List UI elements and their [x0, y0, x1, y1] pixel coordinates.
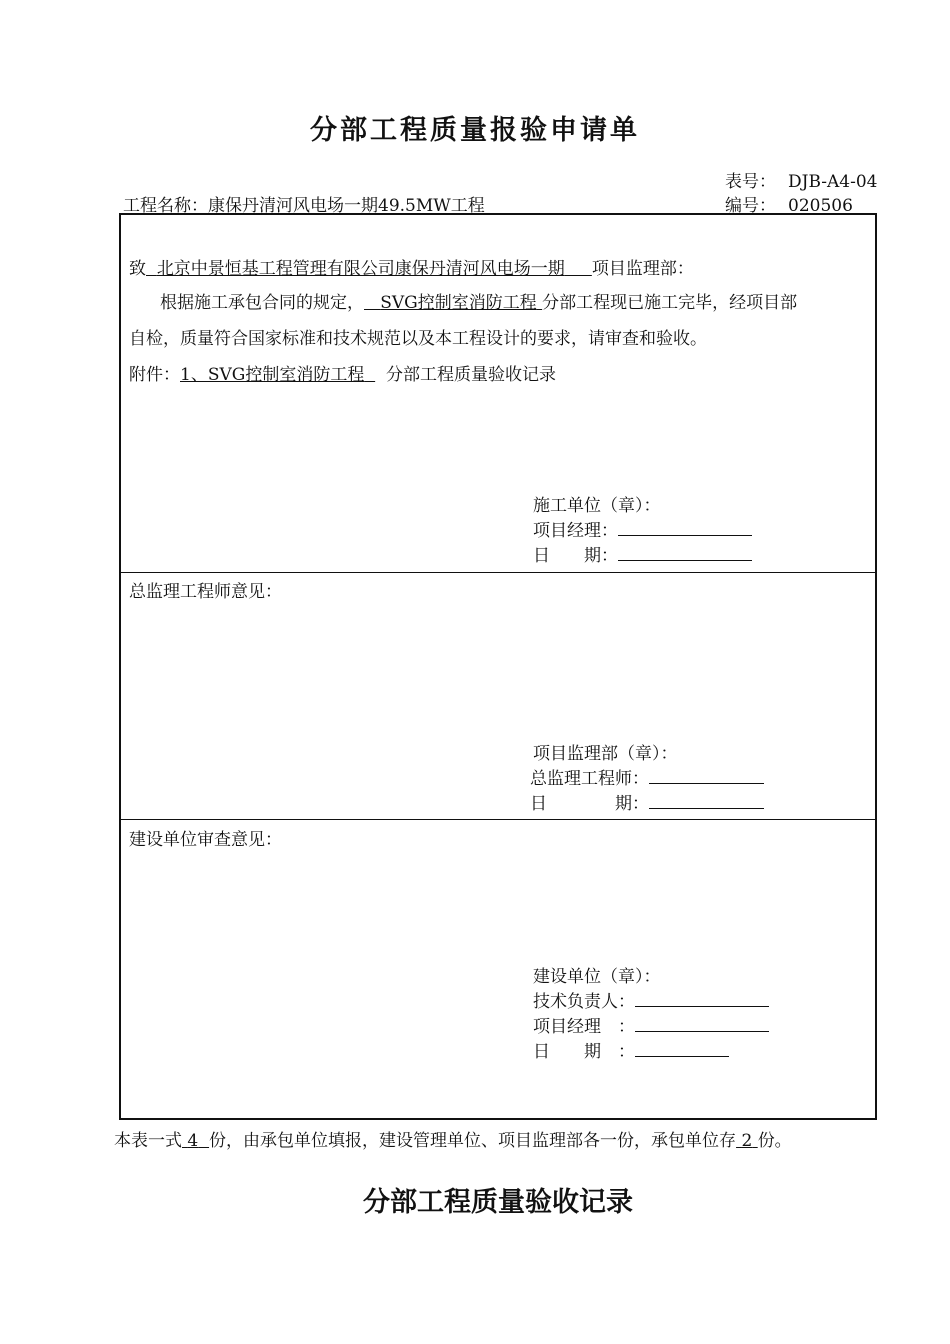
project-manager-line: [533, 516, 752, 541]
addressee-line: [129, 254, 694, 279]
copies-count-text: 4: [187, 1131, 199, 1151]
tech-lead-field[interactable]: [635, 990, 769, 1007]
owner-pm-label: 项目经理 ：: [533, 1017, 635, 1037]
owner-opinion-label: 建设单位审查意见：: [129, 830, 282, 850]
attachment-item: [180, 365, 375, 385]
contractor-date-label: 日 期：: [533, 546, 618, 566]
addressee-org-text: 北京中景恒基工程管理有限公司康保丹清河风电场一期: [156, 259, 565, 279]
section-divider: [121, 819, 875, 820]
form-number-value: DJB-A4-04: [788, 172, 878, 192]
copies-prefix: 本表一式: [114, 1131, 182, 1151]
contractor-date-line: [533, 541, 752, 566]
copies-mid: 份，由承包单位填报，建设管理单位、项目监理部各一份，承包单位存: [209, 1131, 737, 1151]
copies-end: 份。: [757, 1131, 792, 1151]
attachment-line: [129, 360, 556, 385]
serial-number-label: 编号：: [725, 196, 776, 216]
contractor-date-field[interactable]: [618, 544, 752, 561]
body-suffix: 分部工程现已施工完毕，经项目部: [542, 293, 798, 313]
owner-pm-field[interactable]: [635, 1015, 769, 1032]
page-title: 分部工程质量报验申请单: [310, 115, 640, 146]
project-manager-field[interactable]: [618, 519, 752, 536]
serial-number-value: 020506: [788, 196, 853, 216]
owner-date-field[interactable]: [635, 1040, 729, 1057]
form-table: [119, 213, 877, 1120]
chief-supervisor-line: [530, 764, 764, 789]
copies-count: [182, 1131, 209, 1151]
addressee-suffix: 项目监理部：: [591, 259, 694, 279]
owner-pm-line: [533, 1012, 769, 1037]
supervision-dept-seal-label: 项目监理部（章）：: [533, 744, 678, 764]
chief-supervisor-field[interactable]: [649, 767, 764, 784]
addressee-org: [146, 259, 592, 279]
application-body-line1: [160, 288, 797, 313]
tech-lead-label: 技术负责人：: [533, 992, 635, 1012]
next-section-title: 分部工程质量验收记录: [363, 1187, 633, 1218]
attachment-suffix: 分部工程质量验收记录: [385, 365, 556, 385]
attachment-label: 附件：: [129, 365, 180, 385]
contractor-seal-label: 施工单位（章）：: [533, 496, 661, 516]
supervisor-date-line: [530, 789, 764, 814]
project-manager-label: 项目经理：: [533, 521, 618, 541]
supervisor-date-label: 日 期：: [530, 794, 649, 814]
supervisor-opinion-label: 总监理工程师意见：: [129, 582, 282, 602]
keep-count: [736, 1131, 758, 1151]
attachment-item-text: 1、SVG控制室消防工程: [180, 365, 365, 385]
section-divider: [121, 572, 875, 573]
sub-project-name: [364, 293, 542, 313]
form-number: [725, 167, 877, 192]
copies-note: [114, 1126, 792, 1151]
owner-seal-label: 建设单位（章）：: [533, 967, 661, 987]
chief-supervisor-label: 总监理工程师：: [530, 769, 649, 789]
owner-date-line: [533, 1037, 729, 1062]
owner-date-label: 日 期 ：: [533, 1042, 635, 1062]
body-prefix: 根据施工承包合同的规定，: [160, 293, 364, 313]
project-name-value: 康保丹清河风电场一期49.5MW工程: [208, 196, 485, 216]
application-body-line2: 自检，质量符合国家标准和技术规范以及本工程设计的要求，请审查和验收。: [129, 329, 707, 349]
project-name-label: 工程名称：: [123, 196, 208, 216]
addressee-prefix: 致: [129, 259, 146, 279]
keep-count-text: 2: [741, 1131, 753, 1151]
tech-lead-line: [533, 987, 769, 1012]
sub-project-text: SVG控制室消防工程: [380, 293, 537, 313]
form-number-label: 表号：: [725, 172, 776, 192]
supervisor-date-field[interactable]: [649, 792, 764, 809]
